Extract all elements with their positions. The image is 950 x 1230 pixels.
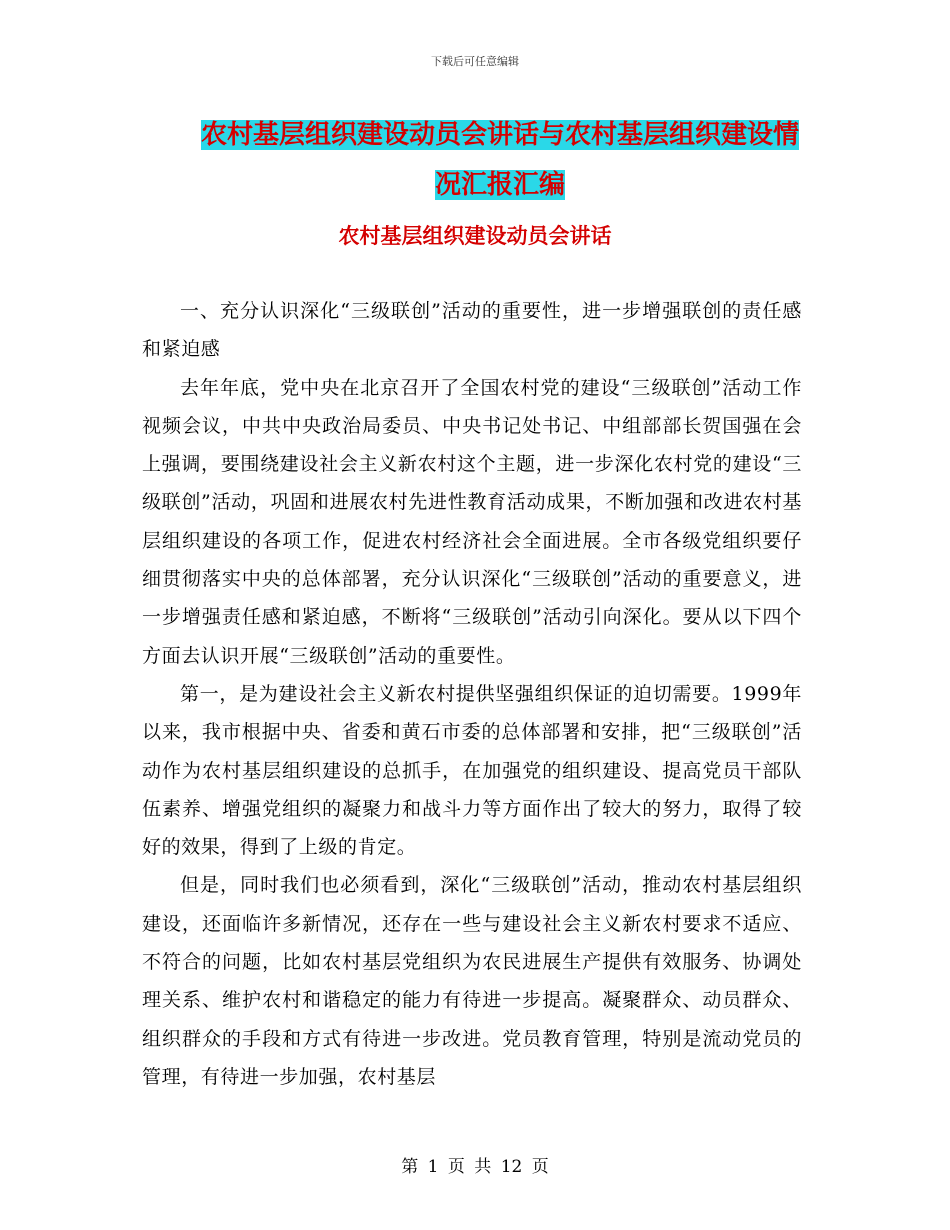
document-title-line1: 农村基层组织建设动员会讲话与农村基层组织建设情	[200, 120, 799, 150]
paragraph: 一、充分认识深化“三级联创”活动的重要性，进一步增强联创的责任感和紧迫感	[142, 300, 802, 361]
header-note: 下载后可任意编辑	[431, 55, 519, 68]
document-title-line2: 况汇报汇编	[434, 170, 565, 200]
paragraph: 第一，是为建设社会主义新农村提供坚强组织保证的迫切需要。1999年以来，我市根据中央、省委和黄石市委的总体部署和安排，把“三级联创”活动作为农村基层组织建设的总抓手，在加强党的组织建设、提高党员干部队伍素养、增强党组织的凝聚力和战斗力等方面作出了较大的努力，取得了较好的效果，得到了上级的肯定。	[142, 682, 802, 859]
document-title	[190, 110, 810, 210]
document-body	[142, 292, 802, 1096]
section-title: 农村基层组织建设动员会讲话	[338, 224, 612, 248]
page-footer: 第 1 页 共 12 页	[401, 1157, 549, 1177]
paragraph: 去年年底，党中央在北京召开了全国农村党的建设“三级联创”活动工作视频会议，中共中央政治局委员、中央书记处书记、中组部部长贺国强在会上强调，要围绕建设社会主义新农村这个主题，进一步深化农村党的建设“三级联创”活动，巩固和进展农村先进性教育活动成果，不断加强和改进农村基层组织建设的各项工作，促进农村经济社会全面进展。全市各级党组织要仔细贯彻落实中央的总体部署，充分认识深化“三级联创”活动的重要意义，进一步增强责任感和紧迫感，不断将“三级联创”活动引向深化。要从以下四个方面去认识开展“三级联创”活动的重要性。	[142, 376, 802, 667]
paragraph: 但是，同时我们也必须看到，深化“三级联创”活动，推动农村基层组织建设，还面临许多新情况，还存在一些与建设社会主义新农村要求不适应、不符合的问题，比如农村基层党组织为农民进展生产提供有效服务、协调处理关系、维护农村和谐稳定的能力有待进一步提高。凝聚群众、动员群众、组织群众的手段和方式有待进一步改进。党员教育管理，特别是流动党员的管理，有待进一步加强，农村基层	[142, 874, 802, 1088]
